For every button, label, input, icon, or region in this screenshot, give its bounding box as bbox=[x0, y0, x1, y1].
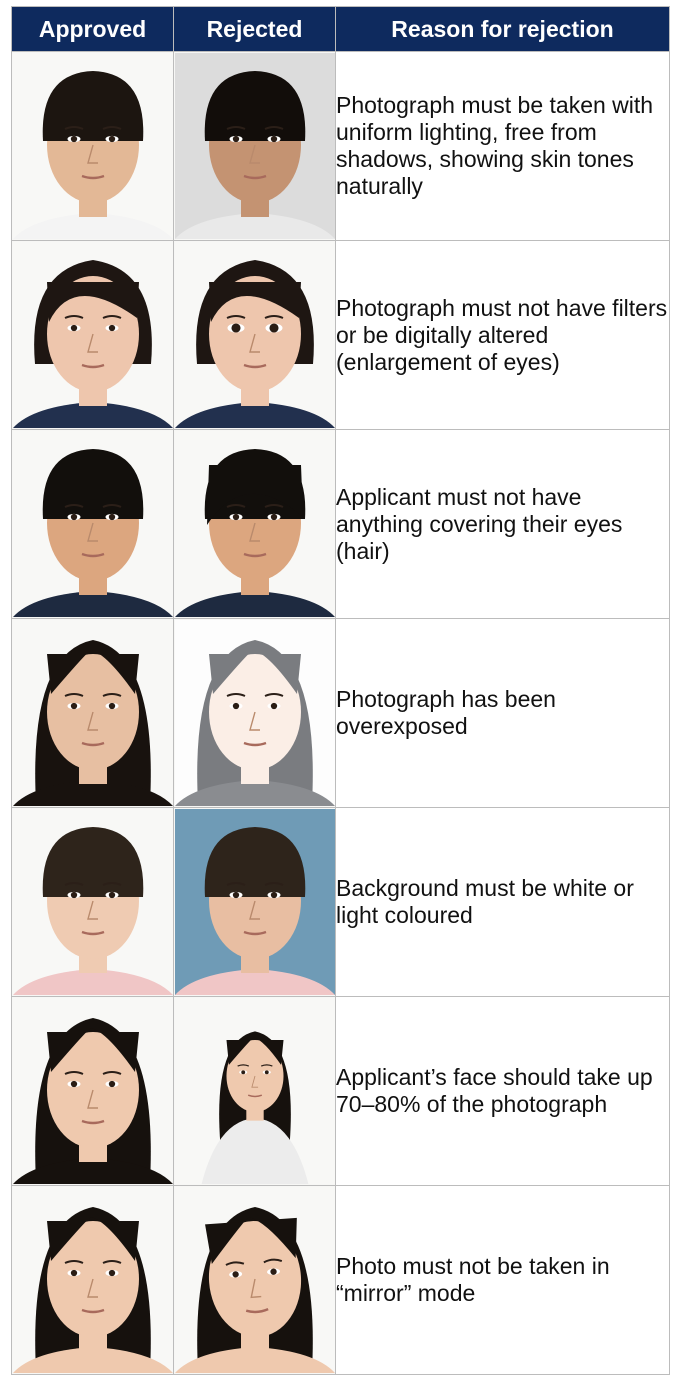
photo-requirements-table bbox=[11, 6, 670, 1375]
approved-photo-cell bbox=[12, 619, 174, 808]
header-approved: Approved bbox=[12, 7, 174, 52]
approved-photo-cell bbox=[12, 52, 174, 241]
table-row bbox=[12, 1186, 670, 1375]
table-row bbox=[12, 430, 670, 619]
approved-photo-cell bbox=[12, 241, 174, 430]
rejection-reason: Photograph must be taken with uniform lighting, free from shadows, showing skin tones naturally bbox=[336, 52, 670, 241]
table-row bbox=[12, 808, 670, 997]
rejected-photo-cell bbox=[174, 1186, 336, 1375]
rejected-photo-cell bbox=[174, 619, 336, 808]
table-row bbox=[12, 619, 670, 808]
approved-photo bbox=[13, 809, 173, 995]
rejected-photo bbox=[175, 998, 335, 1184]
rejection-reason: Applicant must not have anything covering their eyes (hair) bbox=[336, 430, 670, 619]
approved-photo-cell bbox=[12, 1186, 174, 1375]
header-row bbox=[12, 7, 670, 52]
rejected-photo bbox=[175, 620, 335, 806]
rejected-photo-cell bbox=[174, 430, 336, 619]
rejected-photo bbox=[175, 242, 335, 428]
approved-photo-cell bbox=[12, 430, 174, 619]
header-reason: Reason for rejection bbox=[336, 7, 670, 52]
approved-photo bbox=[13, 242, 173, 428]
rejected-photo-cell bbox=[174, 997, 336, 1186]
rejection-reason: Photograph has been overexposed bbox=[336, 619, 670, 808]
rejected-photo-cell bbox=[174, 52, 336, 241]
rejection-reason: Applicant’s face should take up 70–80% of the photograph bbox=[336, 997, 670, 1186]
approved-photo bbox=[13, 53, 173, 239]
rejected-photo bbox=[175, 809, 335, 995]
rejected-photo-cell bbox=[174, 808, 336, 997]
rejected-photo bbox=[175, 53, 335, 239]
table-row bbox=[12, 997, 670, 1186]
rejection-reason: Photo must not be taken in “mirror” mode bbox=[336, 1186, 670, 1375]
rejected-photo-cell bbox=[174, 241, 336, 430]
table-row bbox=[12, 241, 670, 430]
rejection-reason: Photograph must not have filters or be digitally altered (enlargement of eyes) bbox=[336, 241, 670, 430]
table-row bbox=[12, 52, 670, 241]
approved-photo bbox=[13, 1187, 173, 1373]
approved-photo bbox=[13, 998, 173, 1184]
approved-photo bbox=[13, 620, 173, 806]
rejected-photo bbox=[175, 1187, 335, 1373]
rejected-photo bbox=[175, 431, 335, 617]
rejection-reason: Background must be white or light coloured bbox=[336, 808, 670, 997]
approved-photo bbox=[13, 431, 173, 617]
header-rejected: Rejected bbox=[174, 7, 336, 52]
approved-photo-cell bbox=[12, 997, 174, 1186]
approved-photo-cell bbox=[12, 808, 174, 997]
